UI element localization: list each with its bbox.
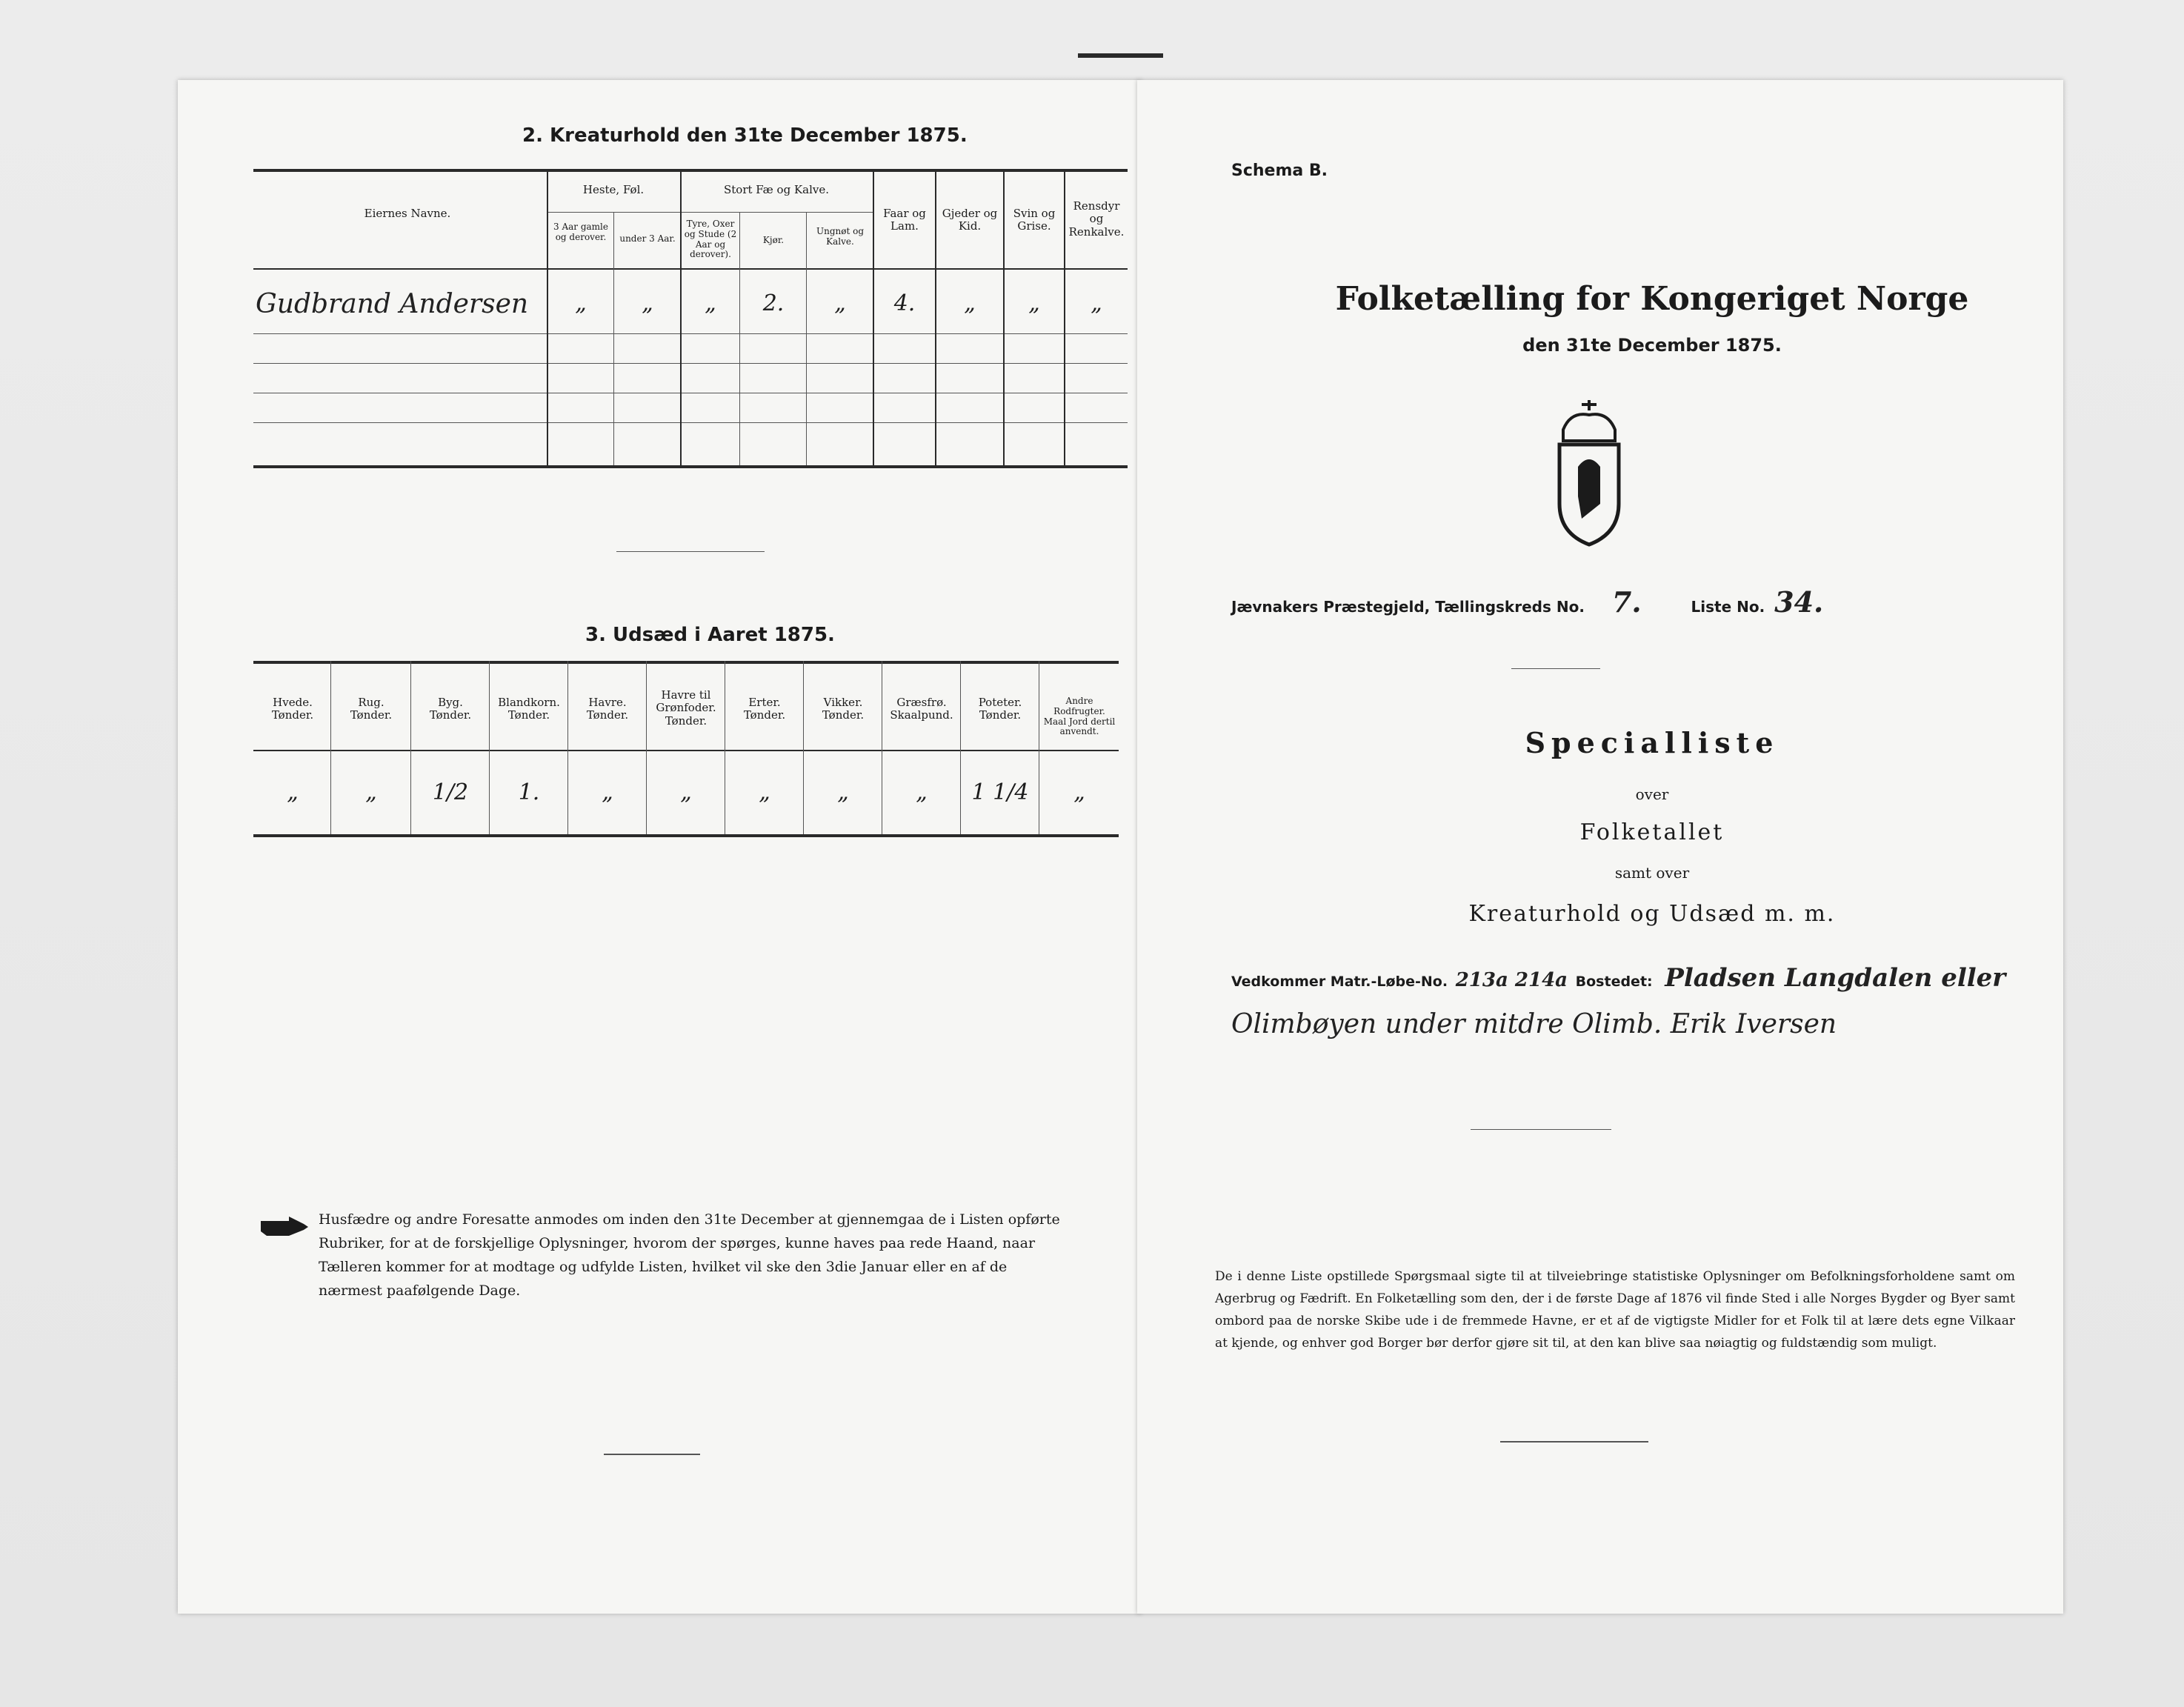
header-unit: Tønder. (822, 708, 865, 722)
table2-col-line (547, 169, 548, 465)
value-peas: „ (759, 779, 770, 805)
header-cattle-cows: Kjør. (762, 235, 785, 245)
value-other-roots: „ (1073, 779, 1085, 805)
value-horses-young: „ (642, 290, 653, 316)
header-label: Erter. (748, 696, 781, 709)
value-goats: „ (964, 290, 976, 316)
header-unit: Tønder. (429, 708, 472, 722)
owner-name: Gudbrand Andersen (256, 289, 529, 319)
divider (616, 551, 765, 552)
district-label: Tællingskreds No. (1435, 598, 1585, 616)
section3-title: 3. Udsæd i Aaret 1875. (585, 624, 835, 646)
table3-col-line (330, 661, 331, 834)
value-vetch: „ (837, 779, 849, 805)
header-owner: Eiernes Navne. (364, 207, 451, 220)
form-title: Folketælling for Kongeriget Norge (1335, 280, 1969, 318)
samt-label: samt over (1614, 864, 1690, 882)
value-mixed-grain: 1. (518, 779, 540, 805)
header-sheep: Faar og Lam. (883, 207, 926, 233)
header-barley (412, 696, 489, 722)
table2-col-line (739, 212, 740, 465)
value-cattle-young: „ (834, 290, 846, 316)
header-horses-young: under 3 Aar. (619, 233, 676, 244)
header-unit: Skaalpund. (890, 708, 953, 722)
header-pigs: Svin og Grise. (1013, 207, 1056, 233)
header-label: Hvede. (273, 696, 313, 709)
table2-rule (253, 422, 1128, 423)
value-grass-seed: „ (916, 779, 928, 805)
scan-edge-mark (1078, 53, 1163, 58)
header-unit: Tønder. (665, 713, 708, 728)
coat-of-arms-icon (1548, 400, 1630, 548)
header-label: Andre Rodfrugter. (1053, 696, 1105, 716)
value-oats: „ (602, 779, 613, 805)
header-unit: Tønder. (743, 708, 786, 722)
table2-col-line (806, 212, 807, 465)
header-goats: Gjeder og Kid. (942, 207, 998, 233)
value-cattle-cows: 2. (762, 290, 785, 316)
table3-col-line (410, 661, 411, 834)
table2-bottom-border (253, 465, 1128, 468)
district-number: 7. (1611, 585, 1642, 619)
bosted-value-line2: Olimbøyen under mitdre Olimb. Erik Iversen (1231, 1009, 1837, 1039)
bosted-value-line1: Pladsen Langdalen eller (1665, 963, 2006, 993)
header-horses: Heste, Føl. (582, 183, 645, 196)
table2-header-border (253, 268, 1128, 270)
header-cattle-bulls: Tyre, Oxer og Stude (2 Aar og derover). (684, 219, 737, 260)
header-rye (332, 696, 410, 722)
bosted-label: Bostedet: (1575, 974, 1653, 990)
list-number: 34. (1774, 585, 1824, 619)
header-unit: Tønder. (979, 708, 1022, 722)
table2-col-line (613, 212, 614, 465)
header-grass-seed (883, 696, 960, 722)
header-potatoes (962, 696, 1039, 722)
value-green-oats: „ (680, 779, 692, 805)
header-oats (569, 696, 646, 722)
table3-col-line (960, 661, 961, 834)
header-unit: Tønder. (271, 708, 314, 722)
schema-label: Schema B. (1231, 162, 1328, 180)
table2-rule (253, 363, 1128, 364)
value-barley: 1/2 (432, 779, 469, 805)
special-list-title: Specialliste (1525, 726, 1780, 759)
value-rye: „ (365, 779, 377, 805)
value-sheep: 4. (893, 290, 916, 316)
value-wheat: „ (287, 779, 299, 805)
header-label: Havre til Grønfoder. (656, 688, 716, 715)
table2-col-line (680, 169, 682, 465)
header-label: Græsfrø. (896, 696, 947, 709)
header-label: Rug. (358, 696, 384, 709)
header-cattle: Stort Fæ og Kalve. (723, 183, 830, 196)
table3-bottom-border (253, 834, 1119, 837)
header-label: Byg. (438, 696, 463, 709)
header-unit: Tønder. (350, 708, 393, 722)
header-reindeer: Rensdyr og Renkalve. (1068, 199, 1125, 239)
divider (1511, 668, 1600, 669)
header-label: Havre. (588, 696, 627, 709)
table3-header-border (253, 750, 1119, 751)
divider (604, 1454, 700, 1455)
header-green-oats (647, 689, 725, 728)
value-cattle-bulls: „ (705, 290, 716, 316)
parish-label: Jævnakers Præstegjeld, (1231, 598, 1431, 616)
header-unit: Tønder. (586, 708, 629, 722)
table3-col-line (567, 661, 568, 834)
header-horses-old: 3 Aar gamle og derover. (553, 222, 608, 242)
matr-number: 213a 214a (1455, 969, 1568, 991)
matr-line (1231, 963, 2005, 993)
header-unit: Maal Jord dertil anvendt. (1043, 716, 1116, 737)
list-label: Liste No. (1691, 598, 1765, 616)
table2-subheader-rule (680, 212, 873, 213)
divider (1471, 1129, 1611, 1130)
header-peas (726, 696, 803, 722)
header-label: Poteter. (978, 696, 1022, 709)
header-unit: Tønder. (507, 708, 550, 722)
table3-col-line (489, 661, 490, 834)
value-horses-old: „ (575, 290, 587, 316)
folketallet-label: Folketallet (1579, 819, 1725, 845)
pointing-hand-icon (259, 1214, 311, 1240)
table3-col-line (646, 661, 647, 834)
form-date: den 31te December 1875. (1522, 335, 1782, 356)
header-wheat (255, 696, 330, 722)
header-other-roots (1040, 696, 1119, 737)
section2-title: 2. Kreaturhold den 31te December 1875. (522, 124, 968, 147)
header-label: Blandkorn. (498, 696, 560, 709)
header-label: Vikker. (823, 696, 863, 709)
divider (1500, 1441, 1648, 1443)
notice-text: Husfædre og andre Foresatte anmodes om inden den 31te December at gjennemgaa de i Listen opførte Rubriker, for at de forskjellige Oplysninger, hvorom der spørges, kunne haves paa rede Haand, naar Tælleren kommer for at modtage og udfylde Listen, hvilket vil ske den 3die Januar eller en af de nærmest paafølgende Dage. (319, 1211, 1060, 1299)
header-cattle-young: Ungnøt og Kalve. (816, 226, 865, 247)
value-potatoes: 1 1/4 (971, 779, 1029, 805)
kreaturhold-label: Kreaturhold og Udsæd m. m. (1468, 901, 1836, 927)
value-pigs: „ (1028, 290, 1040, 316)
table2-rule (253, 333, 1128, 334)
matr-label: Vedkommer Matr.-Løbe-No. (1231, 974, 1448, 990)
over-label: over (1635, 785, 1669, 803)
value-reindeer: „ (1091, 290, 1102, 316)
table3-top-border (253, 661, 1119, 664)
parish-line (1231, 585, 1823, 619)
explanation-paragraph: De i denne Liste opstillede Spørgsmaal sigte til at tilveiebringe statistiske Oplysninger om Befolkningsforholdene samt om Agerbrug og Fædrift. En Folketælling som den, der i de første Dage af 1876 vil finde Sted i alle Norges Bygder og Byer samt ombord paa de norske Skibe ude i de fremmede Havne, er et af de vigtigste Midler for et Folk til at lære dets egne Vilkaar at kjende, og enhver god Borger bør derfor gjøre sit til, at den kan blive saa nøiagtig og fuldstændig som muligt. (1215, 1269, 2015, 1351)
header-vetch (805, 696, 882, 722)
header-mixed-grain (490, 696, 567, 722)
table2-top-border (253, 169, 1128, 172)
table3-col-line (803, 661, 804, 834)
